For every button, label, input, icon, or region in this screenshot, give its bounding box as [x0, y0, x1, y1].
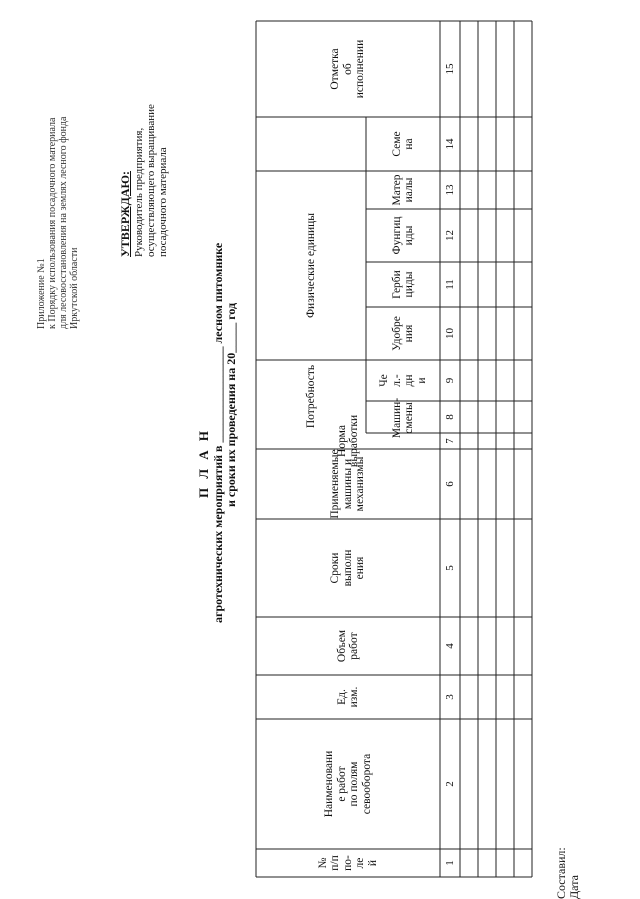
col-header-herbicides: Герби циды [390, 270, 415, 299]
column-number: 9 [444, 377, 456, 384]
col-header-unit: Ед. изм. [335, 686, 360, 708]
column-number: 7 [444, 438, 456, 444]
compiled-label: Составил: [554, 847, 568, 899]
column-number: 6 [444, 481, 456, 487]
col-header-physical-units: Физические единицы [304, 212, 317, 319]
col-header-fertilizers: Удобре ния [390, 316, 415, 351]
column-number: 8 [444, 414, 456, 420]
plan-subtitle-line2: и сроки их проведения на 20_____ год [224, 302, 238, 507]
col-header-num: № п/п по- ле й [316, 855, 379, 871]
approval-line: посадочного материала [157, 147, 169, 257]
column-number: 3 [444, 694, 456, 700]
column-number: 11 [444, 279, 456, 290]
col-header-seeds: Семе на [390, 131, 415, 157]
col-header-execution-mark: Отметка об исполнении [329, 39, 367, 99]
approval-line: осуществляющего выращивание [145, 104, 157, 257]
appendix-line: Приложение №1 [36, 258, 47, 329]
col-header-machines: Применяемые машины и механизмы [329, 449, 367, 519]
col-header-norm: Норма выработки [335, 414, 360, 468]
column-number: 5 [444, 565, 456, 571]
date-label: Дата [567, 875, 581, 899]
plan-subtitle-line1: агротехнических мероприятий в ________________ лесном питомнике [211, 242, 225, 623]
column-number: 14 [444, 138, 456, 150]
column-number: 10 [444, 328, 456, 339]
approval-line: Руководитель предприятия, [133, 127, 145, 257]
col-header-need: Потребность [304, 364, 317, 429]
appendix-line: Иркутской области [69, 247, 80, 329]
col-header-materials: Матер иалы [390, 174, 415, 206]
col-header-volume: Объем работ [335, 629, 360, 663]
appendix-line: к Порядку использования посадочного материала [47, 117, 58, 329]
column-number: 2 [444, 781, 456, 787]
column-number: 12 [444, 230, 456, 241]
col-header-fungicides: Фунгиц иды [390, 216, 415, 255]
column-number: 1 [444, 860, 456, 866]
column-number: 13 [444, 184, 456, 196]
plan-title: П Л А Н [196, 427, 211, 499]
col-header-terms: Сроки выполн ения [329, 549, 367, 587]
column-number: 15 [444, 63, 456, 75]
appendix-line: для лесовосстановления на землях лесного фонда [58, 116, 69, 329]
col-header-machine-shifts: Машин- смены [390, 397, 415, 439]
column-number: 4 [444, 643, 456, 649]
col-header-person-days: Че л.- дн и [378, 374, 428, 387]
approval-title: УТВЕРЖДАЮ: [118, 170, 132, 257]
col-header-name: Наименовани е работ по полям севооборота [323, 750, 373, 818]
